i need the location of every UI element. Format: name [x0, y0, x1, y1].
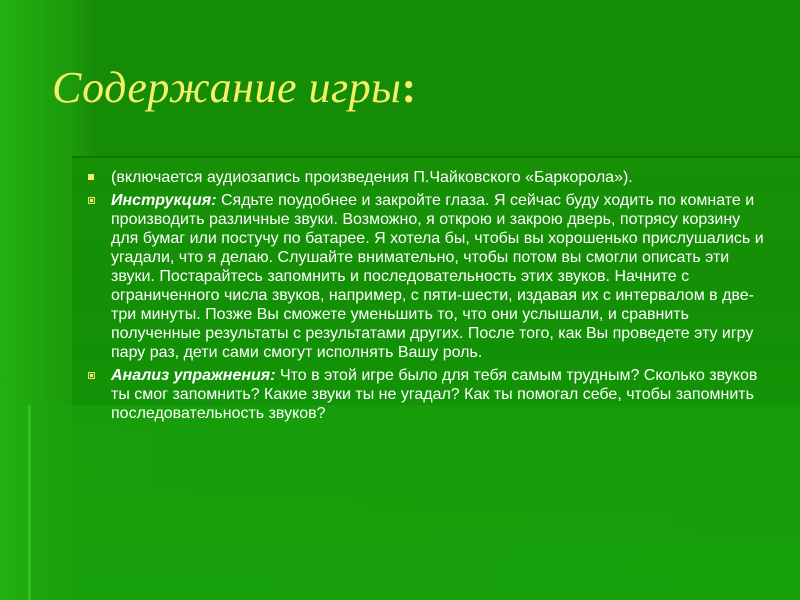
bullet-text: Что в этой игре было для тебя самым трудным? Сколько звуков ты смог запомнить? Какие звуки ты не угадал? Как ты помогал себе, чтобы запомнить последовательность звуков? — [111, 367, 758, 422]
bullet-item-instruction — [88, 191, 768, 362]
bullet-item-audio — [88, 168, 768, 187]
slide-title-colon: : — [401, 63, 417, 112]
bullet-label: Анализ упражнения: — [111, 367, 276, 384]
square-bullet-icon — [88, 197, 95, 204]
bullet-item-analysis — [88, 366, 768, 423]
square-bullet-icon — [88, 372, 95, 379]
slide-title-text: Содержание игры — [52, 63, 402, 112]
slide-content — [88, 168, 768, 427]
square-bullet-icon — [88, 174, 94, 180]
slide-title — [52, 62, 417, 113]
bullet-text: (включается аудиозапись произведения П.Чайковского «Баркорола»). — [111, 169, 633, 186]
bullet-text: Сядьте поудобнее и закройте глаза. Я сейчас буду ходить по комнате и производить различные звуки. Возможно, я открою и закрою дверь, потрясу корзину для бумаг или постучу по батарее. Я хотела бы, чтобы вы хорошенько прислушались и угадали, что я делаю. Слушайте внимательно, чтобы потом вы смогли описать эти звуки. Постарайтесь запомнить и последовательность этих звуков. Начните с ограниченного числа звуков, например, с пяти-шести, издавая их с интервалом в две-три минуты. Позже Вы сможете уменьшить то, что они услышали, и сравнить полученные результаты с результатами других. После того, как Вы проведете эту игру пару раз, дети сами смогут исполнять Вашу роль. — [111, 192, 764, 361]
bullet-label: Инструкция: — [111, 192, 217, 209]
background-block-lower — [30, 405, 800, 600]
background-accent-line — [28, 405, 31, 600]
